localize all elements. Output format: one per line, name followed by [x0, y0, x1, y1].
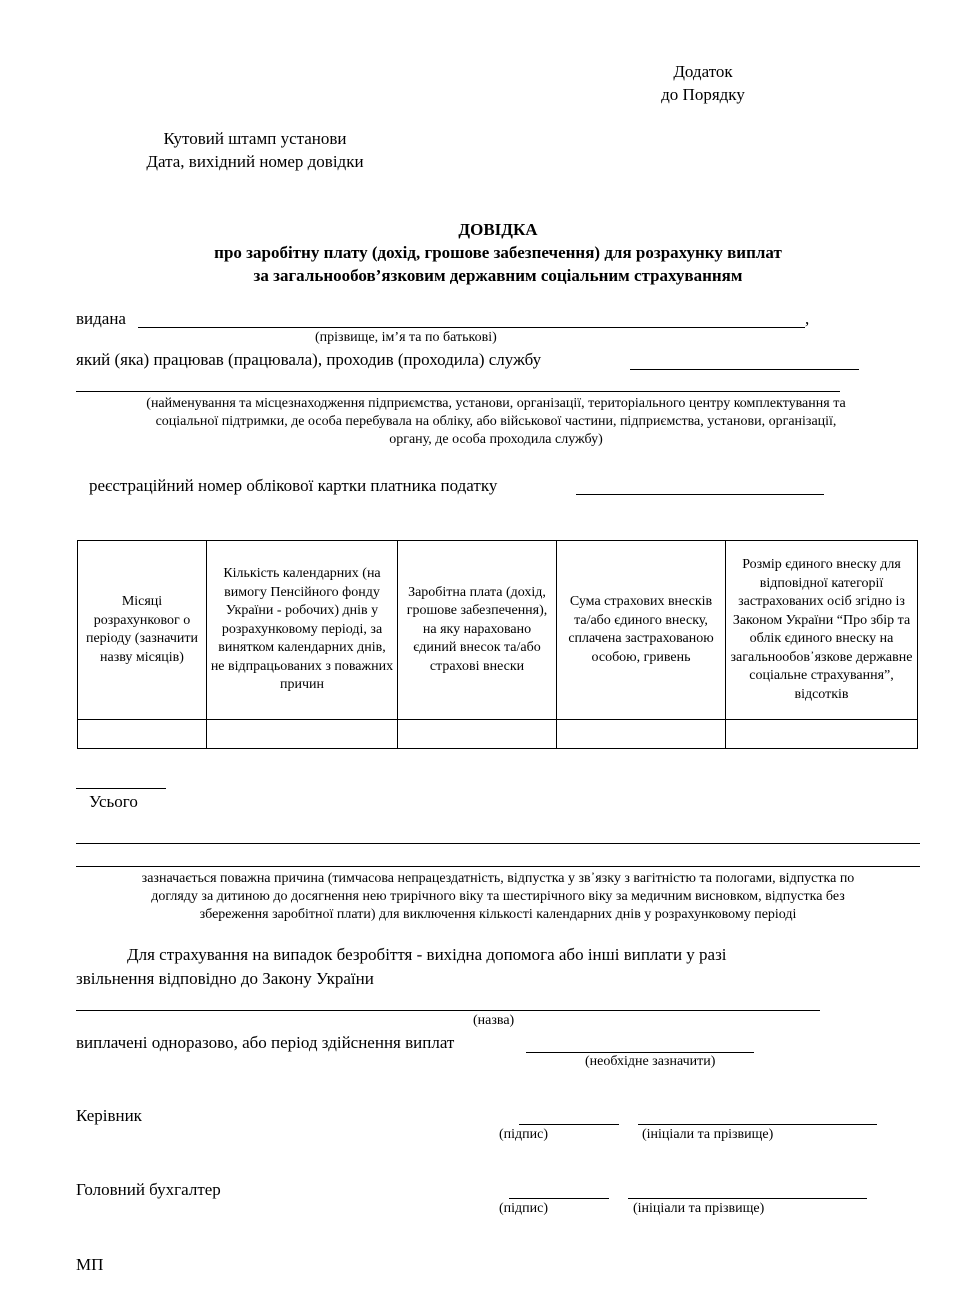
column-header-contributions: Сума страхових внесків та/або єдиного внеску, сплачена застрахованою особою, гривень — [557, 541, 726, 720]
head-signature-field[interactable] — [519, 1124, 619, 1125]
title-subtitle-2: за загальнообов’язковим державним соціальним страхуванням — [253, 266, 743, 285]
seal-label: МП — [76, 1255, 104, 1274]
table-cell[interactable] — [557, 720, 726, 749]
accountant-name-field[interactable] — [628, 1198, 867, 1199]
head-signature-hint: (підпис) — [499, 1127, 549, 1142]
paid-hint: (необхідне зазначити) — [585, 1054, 716, 1069]
table-cell[interactable] — [78, 720, 207, 749]
total-label: Усього — [89, 792, 138, 811]
appendix-line-1: Додаток — [673, 62, 733, 81]
issued-name-field[interactable] — [138, 327, 805, 328]
service-field[interactable] — [630, 369, 859, 370]
issued-hint: (прізвище, ім’я та по батькові) — [315, 330, 497, 345]
salary-table — [77, 540, 918, 749]
organization-hint-line-2: соціальної підтримки, де особа перебувала на обліку, або військової частини, підприємства, установи, організації, — [155, 414, 837, 429]
worked-label: який (яка) працював (працювала), проходив (проходила) службу — [76, 350, 542, 369]
paid-label: виплачені одноразово, або період здійснення виплат — [76, 1033, 455, 1052]
head-name-field[interactable] — [638, 1124, 877, 1125]
law-name-field[interactable] — [76, 1010, 820, 1011]
stamp-block — [110, 127, 400, 173]
table-cell[interactable] — [726, 720, 918, 749]
column-header-months: Місяці розрахунковог о періоду (зазначити назву місяців) — [78, 541, 207, 720]
organization-hint — [76, 395, 916, 449]
column-header-rate: Розмір єдиного внеску для відповідної категорії застрахованих осіб згідно із Законом України “Про збір та облік єдиного внеску на загальнообов᾿язкове державне соціальне страхування”, відсотків — [726, 541, 918, 720]
accountant-name-hint: (ініціали та прізвище) — [633, 1201, 765, 1216]
tax-number-field[interactable] — [576, 494, 824, 495]
accountant-signature-hint: (підпис) — [499, 1201, 549, 1216]
tax-number-label: реєстраційний номер облікової картки платника податку — [89, 476, 498, 495]
unemployment-line-2: звільнення відповідно до Закону України — [76, 969, 374, 988]
table-cell[interactable] — [398, 720, 557, 749]
paid-period-field[interactable] — [526, 1052, 754, 1053]
column-header-salary: Заробітна плата (дохід, грошове забезпечення), на яку нараховано єдиний внесок та/або страхові внески — [398, 541, 557, 720]
title-subtitle-1: про заробітну плату (дохід, грошове забезпечення) для розрахунку виплат — [214, 243, 782, 262]
organization-field[interactable] — [76, 391, 840, 392]
footnote-line-3: збереження заробітної плати) для виключення кількості календарних днів у розрахунковому періоді — [199, 907, 797, 922]
stamp-line-2: Дата, вихідний номер довідки — [146, 152, 364, 171]
footnote-line-2: догляду за дитиною до досягнення нею трирічного віку та шестирічного віку за медичним висновком, відпустка без — [151, 889, 845, 904]
organization-hint-line-3: органу, де особа проходила службу) — [389, 432, 603, 447]
table-cell[interactable] — [207, 720, 398, 749]
title-main: ДОВІДКА — [458, 220, 538, 239]
law-name-hint: (назва) — [473, 1013, 515, 1028]
table-row — [78, 720, 918, 749]
head-label: Керівник — [76, 1106, 142, 1125]
footnote-line-1: зазначається поважна причина (тимчасова непрацездатність, відпустка у зв᾿язку з вагітністю та пологами, відпустка по — [141, 871, 855, 886]
stamp-line-1: Кутовий штамп установи — [163, 129, 347, 148]
organization-hint-line-1: (найменування та місцезнаходження підприємства, установи, організації, територіального центру комплектування та — [146, 396, 846, 411]
table-header-row — [78, 541, 918, 720]
appendix-note — [640, 60, 766, 106]
head-name-hint: (ініціали та прізвище) — [642, 1127, 774, 1142]
unemployment-line-1: Для страхування на випадок безробіття - вихідна допомога або інші виплати у разі — [127, 945, 727, 964]
accountant-label: Головний бухгалтер — [76, 1180, 221, 1199]
reason-field-line-1[interactable] — [76, 843, 920, 844]
footnote-text — [76, 870, 920, 924]
issued-comma: , — [805, 309, 810, 328]
reason-field-line-2[interactable] — [76, 866, 920, 867]
footnote-separator — [76, 788, 166, 789]
column-header-days: Кількість календарних (на вимогу Пенсійного фонду України - робочих) днів у розрахунковому періоді, за винятком календарних днів, не відпрацьованих з поважних причин — [207, 541, 398, 720]
accountant-signature-field[interactable] — [509, 1198, 609, 1199]
document-title — [0, 218, 976, 287]
issued-label: видана — [76, 309, 126, 328]
appendix-line-2: до Порядку — [661, 85, 745, 104]
